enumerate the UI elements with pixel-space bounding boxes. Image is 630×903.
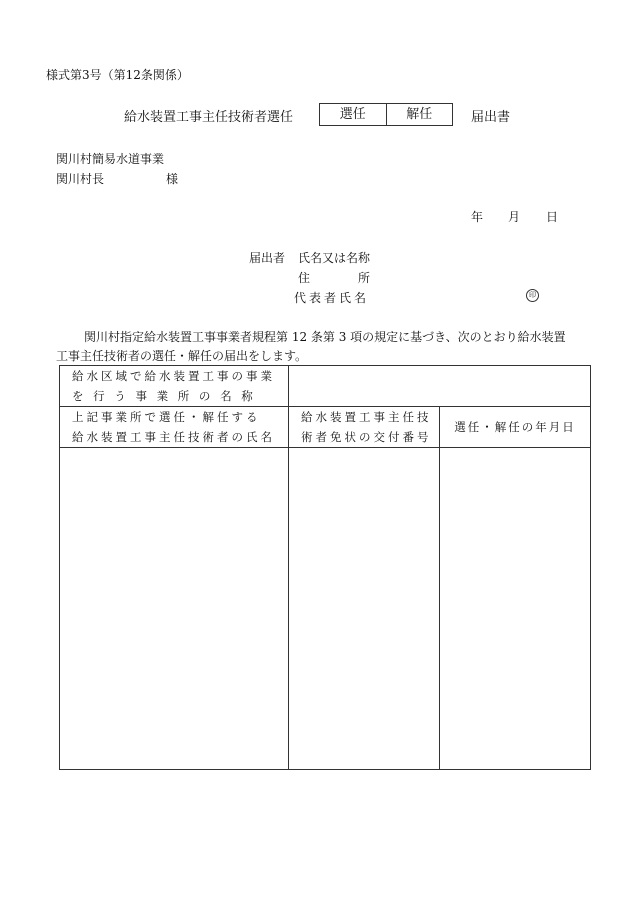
- option-dismiss[interactable]: 解任: [386, 104, 453, 125]
- appointment-date-field[interactable]: [440, 448, 591, 770]
- office-row: [60, 366, 591, 407]
- header-license-number-line1: 給水装置工事主任技: [301, 410, 432, 424]
- declaration-text: 関川村指定給水装置工事事業者規程第 12 条第 3 項の規定に基づき、次のとおり給水装置工事主任技術者の選任・解任の届出をします。: [56, 330, 566, 363]
- applicant-address-label-1: 住: [298, 271, 311, 285]
- header-license-number-line2: 術者免状の交付番号: [301, 430, 432, 444]
- license-number-field[interactable]: [289, 448, 440, 770]
- header-appointment-date-label: 選任・解任の年月日: [454, 420, 576, 434]
- representative-name-label: 代表者氏名: [294, 291, 370, 305]
- technician-table: [59, 365, 591, 770]
- seal-mark: 印: [526, 289, 539, 302]
- technician-name-field[interactable]: [60, 448, 289, 770]
- addressee-organization: 関川村簡易水道事業: [56, 152, 165, 166]
- document-title-suffix: 届出書: [471, 110, 511, 125]
- applicant-name-label: 氏名又は名称: [298, 251, 371, 265]
- addressee-honorific: 様: [166, 172, 179, 186]
- date-day-label: 日: [546, 210, 559, 224]
- addressee-mayor: 関川村長: [56, 172, 105, 186]
- header-technician-name-line1: 上記事業所で選任・解任する: [72, 410, 261, 424]
- date-month-label: 月: [508, 210, 521, 224]
- header-license-number: [289, 407, 440, 448]
- office-name-field[interactable]: [289, 366, 591, 407]
- form-number: 様式第3号（第12条関係）: [46, 68, 189, 82]
- office-label-cell: [60, 366, 289, 407]
- office-label-line1: 給水区域で給水装置工事の事業: [72, 369, 275, 383]
- office-label-line2: を 行 う 事 業 所 の 名 称: [72, 389, 256, 403]
- option-appoint[interactable]: 選任: [339, 107, 366, 122]
- header-technician-name-line2: 給水装置工事主任技術者の氏名: [72, 430, 275, 444]
- entry-row: [60, 448, 591, 770]
- applicant-address-label-2: 所: [358, 271, 371, 285]
- appoint-dismiss-selector: [319, 103, 453, 126]
- document-title: 給水装置工事主任技術者選任: [124, 110, 294, 125]
- header-appointment-date: [440, 407, 591, 448]
- header-row: [60, 407, 591, 448]
- applicant-label: 届出者: [249, 251, 286, 265]
- header-technician-name: [60, 407, 289, 448]
- date-year-label: 年: [471, 210, 484, 224]
